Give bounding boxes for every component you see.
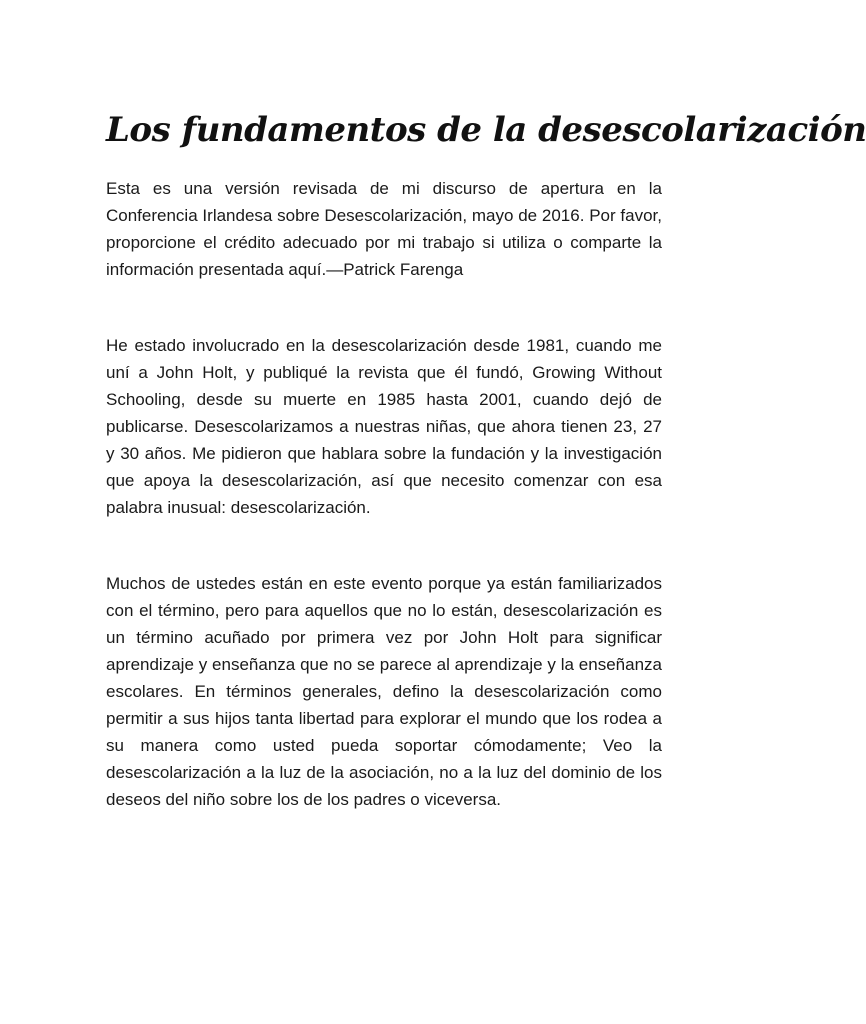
paragraph-intro: Esta es una versión revisada de mi discurso de apertura en la Conferencia Irlandesa sobre Desescolarización, mayo de 2016. Por favor, proporcione el crédito adecuado por mi trabajo si utiliza o comparte la información presentada aquí.—Patrick Farenga xyxy=(106,179,662,279)
paragraph-definition: Muchos de ustedes están en este evento porque ya están familiarizados con el término, pero para aquellos que no lo están, desescolarización es un término acuñado por primera vez por John Holt para significar aprendizaje y enseñanza que no se parece al aprendizaje y la enseñanza escolares. En términos generales, defino la desescolarización como permitir a sus hijos tanta libertad para explorar el mundo que los rodea a su manera como usted pueda soportar cómodamente; Veo la desescolarización a la luz de la asociación, no a la luz del dominio de los deseos del niño sobre los de los padres o viceversa. xyxy=(106,574,662,809)
document-title: Los fundamentos de la desescolarización xyxy=(106,110,866,150)
paragraph-background: He estado involucrado en la desescolarización desde 1981, cuando me uní a John Holt, y publiqué la revista que él fundó, Growing Without Schooling, desde su muerte en 1985 hasta 2001, cuando dejó de publicarse. Desescolarizamos a nuestras niñas, que ahora tienen 23, 27 y 30 años. Me pidieron que hablara sobre la fundación y la investigación que apoya la desescolarización, así que necesito comenzar con esa palabra inusual: desescolarización. xyxy=(106,336,662,517)
